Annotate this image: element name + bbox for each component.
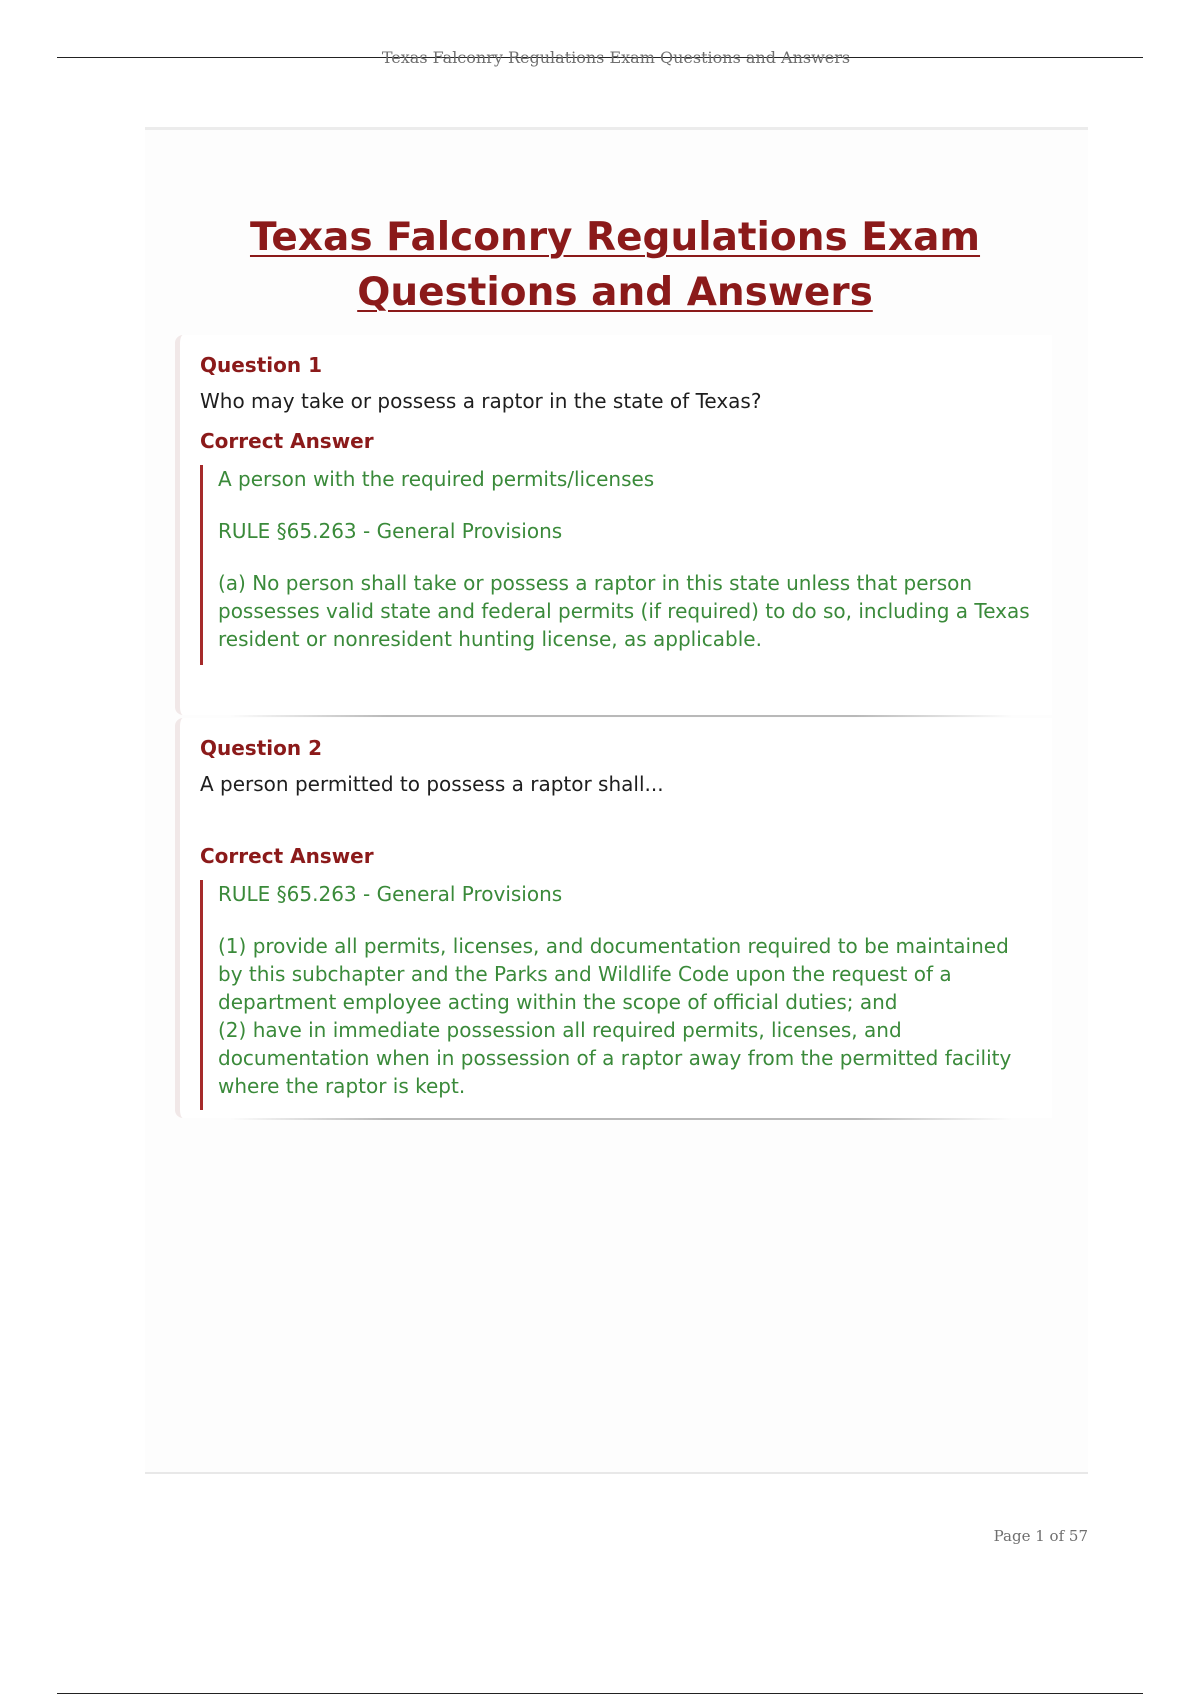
card-divider <box>230 715 1012 717</box>
answer-paragraph: A person with the required permits/licenses <box>218 467 655 491</box>
question-text: Who may take or possess a raptor in the state of Texas? <box>200 389 762 413</box>
page-number: Page 1 of 57 <box>993 1527 1088 1545</box>
question-card <box>175 335 1052 715</box>
answer-paragraph: RULE §65.263 - General Provisions <box>218 519 563 543</box>
answer-paragraph: (2) have in immediate possession all required permits, licenses, and documentation when in possession of a raptor away from the permitted facility where the raptor is kept. <box>218 1018 1012 1098</box>
answer-paragraph: (a) No person shall take or possess a raptor in this state unless that person possesses valid state and federal permits (if required) to do so, including a Texas resident or nonresident hunting license, as applicable. <box>218 571 1030 651</box>
document-page <box>145 127 1088 1474</box>
card-divider <box>230 1118 1012 1120</box>
question-label: Question 2 <box>200 736 322 760</box>
footer-rule <box>57 1693 1143 1694</box>
document-title: Texas Falconry Regulations Exam Questions and Answers <box>249 215 981 315</box>
answer-block <box>200 465 1035 665</box>
answer-paragraph: RULE §65.263 - General Provisions <box>218 882 563 906</box>
question-card <box>175 718 1052 1118</box>
running-header: Texas Falconry Regulations Exam Questions and Answers <box>381 48 851 67</box>
question-text: A person permitted to possess a raptor shall... <box>200 772 664 796</box>
answer-paragraph: (1) provide all permits, licenses, and documentation required to be maintained by this subchapter and the Parks and Wildlife Code upon the request of a department employee acting within the scope of official duties; and <box>218 934 1009 1014</box>
answer-label: Correct Answer <box>200 429 374 453</box>
answer-block <box>200 880 1035 1110</box>
question-label: Question 1 <box>200 353 322 377</box>
answer-label: Correct Answer <box>200 844 374 868</box>
